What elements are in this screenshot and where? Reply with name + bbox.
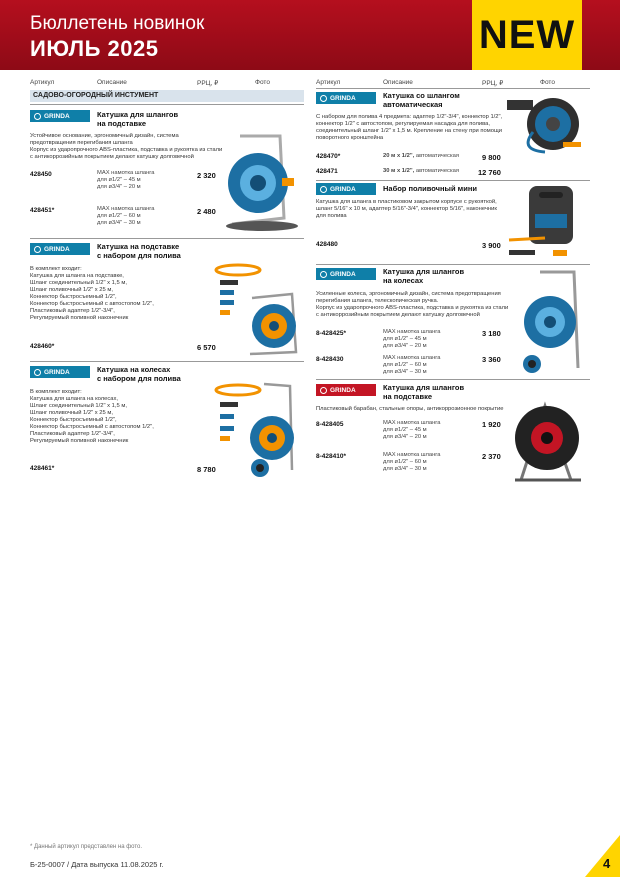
price: 1 920: [482, 420, 501, 429]
variant-options: MAX намотка шланга для ø1/2" – 60 м для ø3/4" – 30 м: [383, 452, 441, 472]
article-number: 8-428410*: [316, 453, 346, 460]
hose-reel-kit-photo: [212, 258, 304, 358]
brand-logo: [316, 92, 376, 104]
product-title: Катушка для шлангов на подставке: [97, 110, 179, 128]
grinda-logo-icon: [320, 95, 327, 102]
grinda-logo-icon: [320, 387, 327, 394]
brand-logo: [316, 384, 376, 396]
product-description: Катушка для шланга в пластиковом закрытом корпусе с рукояткой, шланг 5/16" х 10 м, адаптер 5/16"-3/4", коннектор 5/16", наконечник для полива: [316, 199, 497, 219]
bulletin-title: Бюллетень новинок: [30, 13, 205, 34]
variant-options: MAX намотка шланга для ø1/2" – 60 м для ø3/4" – 30 м: [383, 355, 441, 375]
grinda-logo-icon: [34, 113, 41, 120]
product-description: Устойчивое основание, эргономичный дизайн, система предотвращения перегибания шланга Корпус из ударопрочного ABS-пластика, подставка и рукоятка из стали с антикоррозийным покрытием делают катушку долговечной: [30, 133, 223, 160]
page-number: 4: [603, 856, 611, 871]
bulletin-month: ИЮЛЬ 2025: [30, 36, 159, 61]
price: 3 360: [482, 355, 501, 364]
product-title: Катушка для шлангов на подставке: [383, 383, 465, 401]
col-price-right: РРЦ, ₽: [482, 80, 504, 87]
article-number: 428471: [316, 168, 338, 175]
divider: [316, 379, 590, 380]
brand-name: GRINDA: [44, 112, 70, 120]
grinda-logo-icon: [320, 186, 327, 193]
col-price: РРЦ, ₽: [197, 80, 219, 87]
grinda-logo-icon: [34, 246, 41, 253]
footer-info: Б-25-0007 / Дата выпуска 11.08.2025 г.: [30, 860, 164, 869]
article-number: 428450: [30, 171, 52, 178]
article-number: 428461*: [30, 465, 55, 472]
price: 8 780: [197, 465, 216, 474]
brand-name: GRINDA: [330, 386, 356, 394]
hose-reel-stand-photo: [212, 128, 304, 232]
brand-name: GRINDA: [330, 270, 356, 278]
article-number: 428480: [316, 241, 338, 248]
price: 6 570: [197, 343, 216, 352]
col-description: Описание: [97, 79, 127, 86]
mini-watering-set-photo: [505, 184, 590, 262]
variant-options: 20 м х 1/2", автоматическая: [383, 153, 459, 159]
hose-reel-cart-photo: [510, 268, 590, 376]
col-photo: Фото: [255, 79, 270, 86]
brand-logo: [30, 243, 90, 255]
article-number: 428451*: [30, 207, 55, 214]
product-description: В комплект входит: Катушка для шланга на подставке, Шланг соединительный 1/2" х 1,5 м, Шланг поливочный 1/2" х 25 м, Коннектор быстросъемный 1/2", Коннектор быстросъемный с автостопом 1/2", Пластиковый адаптер 1/2"-3/4", Регулируемый поливной наконечник: [30, 266, 154, 321]
brand-name: GRINDA: [330, 94, 356, 102]
product-title: Набор поливочный мини: [383, 184, 477, 193]
brand-name: GRINDA: [44, 368, 70, 376]
brand-logo: [316, 183, 376, 195]
divider: [30, 238, 304, 239]
product-description: С набором для полива 4 предмета: адаптер 1/2"-3/4", коннектор 1/2", коннектор 1/2" с автостопом, регулируемая насадка для полива, соединительный шланг 1/2" х 1,5 м. Крепление на стену при помощи поворотного кронштейна: [316, 114, 503, 141]
product-description: Усиленные колеса, эргономичный дизайн, система предотвращения перегибания шланга, телескопическая ручка. Корпус из ударопрочного ABS-пластика, подставка и рукоятка из стали с антикоррозийным покрытием делают катушку долговечной: [316, 291, 509, 318]
price: 2 370: [482, 452, 501, 461]
article-number: 428460*: [30, 343, 55, 350]
grinda-logo-icon: [320, 271, 327, 278]
category-bar: САДОВО-ОГОРОДНЫЙ ИНСТУМЕНТ: [30, 90, 304, 102]
col-photo-right: Фото: [540, 79, 555, 86]
grinda-logo-icon: [34, 369, 41, 376]
divider: [30, 104, 304, 105]
article-number: 428470*: [316, 153, 341, 160]
brand-logo: [316, 268, 376, 280]
divider: [316, 264, 590, 265]
page-header: [0, 0, 620, 70]
variant-options: MAX намотка шланга для ø1/2" – 45 м для ø3/4" – 20 м: [383, 329, 441, 349]
product-title: Катушка со шлангом автоматическая: [383, 91, 460, 109]
variant-options: MAX намотка шланга для ø1/2" – 45 м для ø3/4" – 20 м: [97, 170, 155, 190]
divider: [316, 88, 590, 89]
price: 2 480: [197, 207, 216, 216]
brand-name: GRINDA: [330, 185, 356, 193]
product-description: В комплект входит: Катушка для шланга на колесах, Шланг соединительный 1/2" х 1,5 м, Шланг поливочный 1/2" х 25 м, Коннектор быстросъемный 1/2", Коннектор быстросъемный с автостопом 1/2", Пластиковый адаптер 1/2"-3/4", Регулируемый поливной наконечник: [30, 389, 154, 444]
price: 9 800: [482, 153, 501, 162]
col-article: Артикул: [30, 79, 55, 86]
product-title: Катушка для шлангов на колесах: [383, 267, 465, 285]
new-badge: NEW: [472, 0, 582, 70]
auto-hose-reel-photo: [505, 92, 590, 162]
brand-logo: [30, 366, 90, 378]
price: 3 900: [482, 241, 501, 250]
article-number: 8-428405: [316, 421, 344, 428]
variant-options: 30 м х 1/2", автоматическая: [383, 168, 459, 174]
price: 12 760: [478, 168, 501, 177]
divider: [30, 361, 304, 362]
article-number: 8-428430: [316, 356, 344, 363]
footnote: * Данный артикул представлен на фото.: [30, 844, 143, 850]
hose-reel-stand-red-photo: [505, 396, 590, 484]
variant-options: MAX намотка шланга для ø1/2" – 45 м для ø3/4" – 20 м: [383, 420, 441, 440]
variant-options: MAX намотка шланга для ø1/2" – 60 м для ø3/4" – 30 м: [97, 206, 155, 226]
brand-name: GRINDA: [44, 245, 70, 253]
hose-reel-cart-kit-photo: [212, 380, 304, 480]
col-description-right: Описание: [383, 79, 413, 86]
brand-logo: [30, 110, 90, 122]
product-title: Катушка на колесах с набором для полива: [97, 365, 181, 383]
article-number: 8-428425*: [316, 330, 346, 337]
product-description: Пластиковый барабан, стальные опоры, антикоррозионное покрытие: [316, 406, 504, 412]
col-article-right: Артикул: [316, 79, 341, 86]
product-title: Катушка на подставке с набором для полива: [97, 242, 181, 260]
price: 3 180: [482, 329, 501, 338]
divider: [316, 180, 590, 181]
price: 2 320: [197, 171, 216, 180]
